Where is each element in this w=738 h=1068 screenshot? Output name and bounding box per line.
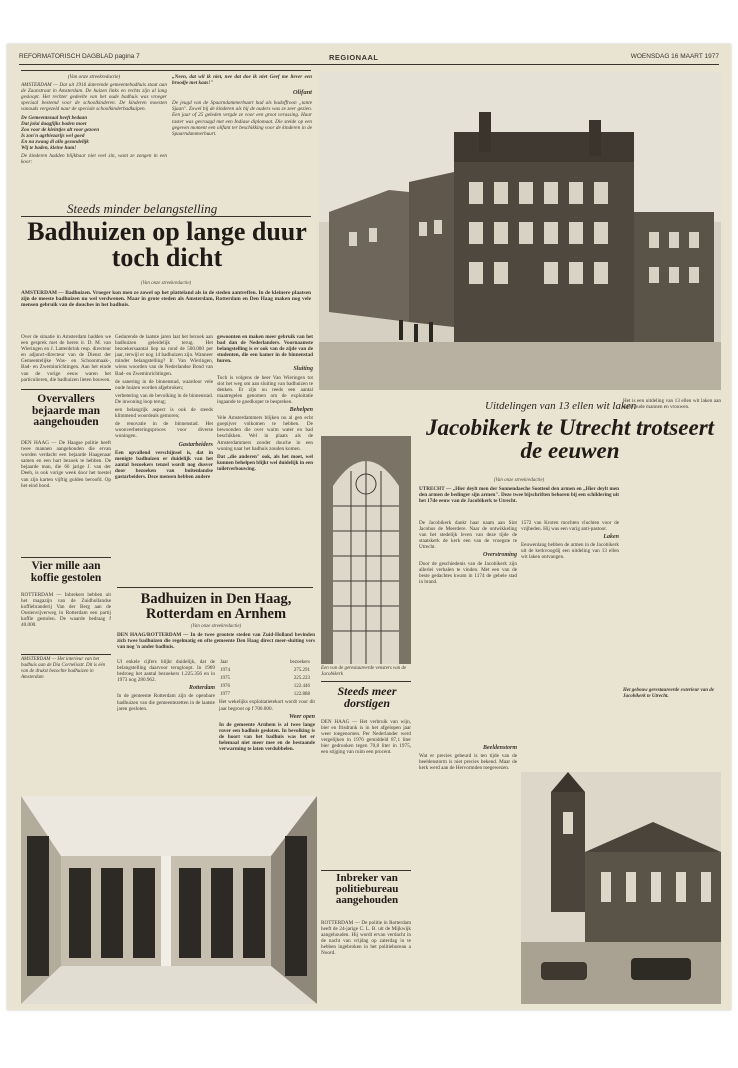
rule: [117, 587, 313, 588]
table-cell: 225.223: [293, 676, 310, 682]
street-scene-illustration: [319, 72, 721, 390]
politiebureau-title: Inbreker van politiebureau aangehouden: [335, 872, 399, 906]
section-behelpen: Behelpen: [289, 407, 313, 414]
church-illustration: [521, 772, 721, 1004]
article1-headline: Badhuizen op lange duur toch dicht: [27, 217, 307, 272]
overstroming-text: Door de geschiedenis van de Jacobikerk zijn allerlei verhalen te vinden. Met een van de beste gedachtes kwam in 1174 de gehele stad in brand.: [419, 560, 517, 585]
article1-col1: Over de situatie in Amsterdam hadden we een gesprek met de heren ir. D. M. van Wieringen en J. Lattenbrink resp. directeur en adjunct-directeur van de Dienst der Gemeentelijke Was- en Schoonmaak-, Bad- en Zweminrichtingen. Aan het einde van de vorige eeuw waren het particulieren, die badhuizen lieten bouwen.: [21, 334, 111, 383]
rule: [21, 557, 111, 558]
article1-col2-text: Gedurende de laatste jaren laat het bezoek aan badhuizen geleidelijk terug. Het bezoekersaantal liep na rond de 500.000 per jaar, terwijl er nog 14 badhuizen zijn. Wanneer minder belangstelling? Ir. Van Wieringen, wiens woorden van de Nederlandse Bond van Bad- en Zweminrichtingen.: [115, 334, 213, 377]
bullet-item: een belangrijk aspect is ook de steeds klimmend woordeals gemoren;: [115, 407, 213, 420]
header-center: REGIONAAL: [329, 53, 379, 62]
table-cell: 1976: [220, 684, 230, 690]
article1-col3-text: gewoonten en maken meer gebruik van het bad dan de Nederlanders. Voornaamste belangstelling is er ook van de zijde van de studenten, die een kamer in de binnenstad huren.: [217, 334, 313, 365]
article1-byline: (Van onze streekredactie): [140, 281, 192, 286]
poem-line: Wij te baden, kleine hum!: [21, 145, 77, 152]
photo-street-building: [319, 72, 721, 390]
overvallers-body: DEN HAAG — De Haagse politie heeft twee mannen aangehouden die ervan worden verdacht een bejaarde Haagenaar samen en een hart bezoek te hebben. De bejaarde man, die 66 jarige J. van der Deeb, is ook vorige week door het toestel van zijn karten vijftig gulden beroofd. Op het eind bood.: [21, 440, 111, 489]
article1-col2: [115, 334, 213, 584]
article2-col-b: [219, 659, 315, 794]
table-cell: 275.291: [293, 668, 310, 674]
article2-col-a: [117, 659, 215, 794]
laken-text: Eeuwenlang hebben de armen in de Jacobikerk uit de kerkvoogdij een uitdeling van 13 ellen wit laken ontvangen.: [521, 542, 619, 561]
rule: [321, 870, 411, 871]
jacobikerk-col2: [521, 520, 619, 600]
poem-line: Zoo voor de kleintjes alt voor gezoen: [21, 126, 100, 133]
section-sluiting: Sluiting: [293, 366, 313, 373]
poem-line: De Gemeentezaal heeft bedaan: [21, 114, 88, 121]
bullet-item: verbetering van de bevolking in de binnenstad. De inwoning loop terug;: [115, 392, 213, 405]
beeldenstorm-text: Wat er precies gebeurd is ten tijde van de beeldenstorm is niet precies bekend. Maar de kerk werd aan de Hervormden toegewezen.: [419, 753, 517, 772]
article2-col-a-text: Ul enkele cijfers blijkt duidelijk, dat de belangstelling daarvoor terugloopt. In 1969 bedroeg het aantal bezoekers 1.225.356 en in 1973 nog 280.962.: [117, 659, 215, 684]
top-left-byline: (Van onze streekredactie): [67, 74, 121, 80]
rule: [21, 654, 111, 655]
jacobikerk-col3: [623, 398, 721, 698]
article1-kicker: Steeds minder belangstelling: [67, 201, 218, 216]
newspaper-page: [7, 44, 731, 1010]
table-row: [219, 667, 311, 675]
table-cell: 1975: [220, 676, 230, 682]
article2-headline: Badhuizen in Den Haag, Rotterdam en Arnhem: [140, 591, 292, 622]
section-rotterdam: Rotterdam: [188, 685, 215, 692]
rotterdam-text: In de gemeente Rotterdam zijn de openbare badhuizen van die gemeentezetten in de laatste jaren gesloten.: [117, 693, 215, 712]
dorstigen-title: Steeds meer dorstigen: [337, 684, 397, 710]
table-cell: 122.446: [293, 684, 310, 690]
table-row: [219, 683, 311, 691]
jacobikerk-lead: UTRECHT — „Hier deylt men der Sonnendaeche Sootteol den armen en „Hier deylt men den armen de bedinger sijn armen". Deze twee bijschriften behoren bij een schildering uit het 17de eeuw van de Jacobikerk te Utrecht.: [419, 486, 619, 505]
top-left-body: AMSTERDAM — Dat uit 1916 daterende gemeentebadhuis staat aan de Zaanstraat in Amsterdam. De huizen links en rechts zijn al lang gesloopt. Het rechter gedeelte van het oude badhuis was vroeger speciaal bestemd voor de schoolkinderen. De kinderen moesten vanouds vergezeld naar de speciale schoolkinderbadkuipen.: [21, 82, 167, 113]
table-header: Jaar: [220, 660, 229, 665]
article2-col-b-text: Het wekelijks exploitatietekort wordt voor dit jaar begroot op f 700.000.: [219, 699, 315, 712]
photo-badhuis-interior: [21, 796, 317, 1004]
section-olifant: Olifant: [292, 89, 312, 97]
jacobikerk-headline: Jacobikerk te Utrecht trotseert de eeuwen: [425, 415, 715, 463]
top-mid-quote: „Neen, dat wil ik niet, nee dat doe ik niet Geef me liever een broodje met kaas!": [172, 74, 312, 87]
section-laken: Laken: [603, 534, 619, 541]
jacobikerk-col1: [419, 520, 517, 1004]
weer-open-text: In de gemeente Arnhem is al twee lange rover een badhuis gesloten. In bevolking is de hoort van het badhuis was het er helemaal niet meer mee en de bestaande verwarming te laten verdubbelen.: [219, 721, 315, 753]
table-header: bezoekers: [290, 660, 310, 665]
overvallers-title: Overvallers bejaarde man aangehouden: [31, 393, 101, 428]
bullet-item: de sanering in de binnenstad, waardoor vele oude huizen worden afgebroken;: [115, 378, 213, 391]
jacobikerk-col3-text: Het is een uitdeling van 13 ellen wit laken aan arme oude mannen en vrouwen.: [623, 398, 721, 411]
politiebureau-body: ROTTERDAM — De politie in Rotterdam heeft de 24-jarige C. L. B. uit de Mijkwijk aangehouden. Hij wordt ervan verdacht in de nacht van vrijdag op zaterdag in te hebben ingebroken in het politiebureau a Noord.: [321, 920, 411, 957]
visitors-table: [219, 659, 311, 699]
photo-jacobikerk-exterior: [521, 772, 721, 1004]
koffie-body: ROTTERDAM — Inbrekers hebben uit het magazijn van de Zuidhollandse koffiebranderij Van der Berg aan de Oostenvijverweg in Rotterdam een partij koffie gestolen. De waarde bedraag f 40.000.: [21, 592, 111, 629]
photo-church-window: [321, 436, 411, 664]
header-left: REFORMATORISCH DAGBLAD pagina 7: [19, 53, 140, 60]
behelpen-text: Vele Amsterdammers blijken nu al gen echt goepijver volkomen te hebben. De bewoonden die over warm water en bad beschikken. Wel in plaats als de Amsterdammers zonder douche in een woning naar het badhuis zouden komen.: [217, 415, 313, 452]
jacobikerk-byline: (Van onze streekredactie): [493, 478, 545, 483]
section-beeldenstorm: Beeldenstorm: [483, 744, 517, 751]
photo1-caption: AMSTERDAM — Het interieur van het badhuis aan de Dia Cornelisstr. Dit is één van de drukst bezochte badhuizen in Amsterdam: [21, 657, 106, 680]
table-row: [219, 691, 311, 699]
table-cell: 122.888: [293, 692, 310, 698]
top-mid-column: [172, 74, 312, 214]
header-right: WOENSDAG 16 MAART 1977: [630, 53, 719, 60]
window-illustration: [321, 436, 411, 664]
top-left-closing: De kinderen hadden blijkbaar niet veel zin, want ze zongen in een koor:: [21, 153, 167, 166]
sluiting-text: Toch is volgens de heer Van Wieringen tot slot het weg om aan sluiting van badhuizen te denken. Er zijn nu reeds een aantal maatregelen genomen om de exploitatie ingaande te goedkoper te bespreken.: [217, 374, 313, 405]
poem-line: Dat jolai daagfijks baden moet: [21, 120, 87, 127]
top-mid-body: De jeugd van de Spaarndammerbuurt had als badoffroon „tante Sjaan". Zowel bij de kinderen als bij de ouders was ze zeer gezien. Een jaar of 25 geleden vergde ze voor een groot verassing. Haar taster was gevraagd met een Indiase diplomaat. Die stelde op een gegeven moment een olifant ter beschikking voor de kinderen in de Spaarndammerbuurt.: [172, 100, 312, 137]
behelpen-quote: Dat „die anderen" ook, als het moet, wel kunnen behelpen blijkt wel duidelijk in een toiletverbouwing.: [217, 453, 313, 472]
poem-line: Is zon'n agrbiezarijs wel goed: [21, 132, 85, 139]
dorstigen-body: DEN HAAG — Het verbruik van wijn, bier en frisdrank is in het afgelopen jaar weer toegenomen. Per Nederlander werd vergelijken in 1976 gemiddeld 87,1 liter bier gedronken tegen 70,8 liter in 1975, een stijging van ruim een procent.: [321, 719, 411, 756]
rule: [21, 389, 111, 390]
jacobikerk-col2-text: 1572 van Kroten mochten vluchten voor de vrijheden. Hij was een vurig anti-pastoor.: [521, 520, 619, 533]
section-gastarbeiders: Gastarbeiders: [178, 441, 213, 448]
section-weer-open: Weer open: [288, 713, 315, 720]
top-box-rule: [21, 70, 311, 71]
jacobikerk-kicker: Uitdelingen van 13 ellen wit laken: [485, 400, 637, 412]
table-cell: 1974: [220, 668, 230, 674]
article1-col3: [217, 334, 313, 584]
gastarbeiders-text: Een opvallend verschijnsel is, dat in menigte badhuizen er duidelijk van het aantal bezoekers tenzel wordt nog dusver door bezoeken van buitenlandse gastarbeiders. Deze mensen hebben andere: [115, 449, 213, 480]
table-row: [219, 675, 311, 683]
jacobikerk-col1-text: De Jacobikerk dankt haar naam aan Sint Jacobus de Meerdere. Naar de ontwikkeling van het stedelijk leven van deze tijde de staatskerk de kerk een van de vroegste te Utrecht.: [419, 520, 517, 551]
rule: [321, 681, 411, 682]
section-overstroming: Overstroming: [482, 552, 517, 559]
table-cell: 1977: [220, 692, 230, 698]
interior-illustration: [21, 796, 317, 1004]
header-rule: [19, 64, 719, 65]
article1-lead: AMSTERDAM — Badhuizen. Vroeger kon men ze zowel op het platteland als in de steden aantreffen. In de kleinere plaatsen zijn de meeste badhuizen nu wel verdwenen. Maar in grote steden als Amsterdam, Rotterdam en Den Haag maken nog vele mensen gebruik van de douches in het badhuis.: [21, 290, 311, 309]
article2-lead: DEN HAAG/ROTTERDAM — In de twee grootste steden van Zuid-Holland bevinden zich twee badhuizen die regelmatig en ofte gemeente Den Haag direct meer-sluiting vers van nog 'n ander badhuis.: [117, 632, 315, 651]
top-left-column: [21, 74, 167, 214]
article2-byline: (Van onze streekredactie): [190, 624, 242, 629]
bullet-item: de renovatie in de binnenstad. Het woonverbeteringsproces voor diverse woningen.: [115, 421, 213, 440]
poem-line: En na zwaag di allo gezondelijk: [21, 138, 89, 145]
photo2-caption: Een van de gerestaureerde vensters van de Jacobikerk: [321, 666, 407, 677]
jacobikerk-caption: Het gebouw gerestaureerde exterieur van de Jacobikerk te Utrecht.: [623, 688, 714, 699]
koffie-title: Vier mille aan koffie gestolen: [30, 560, 102, 584]
